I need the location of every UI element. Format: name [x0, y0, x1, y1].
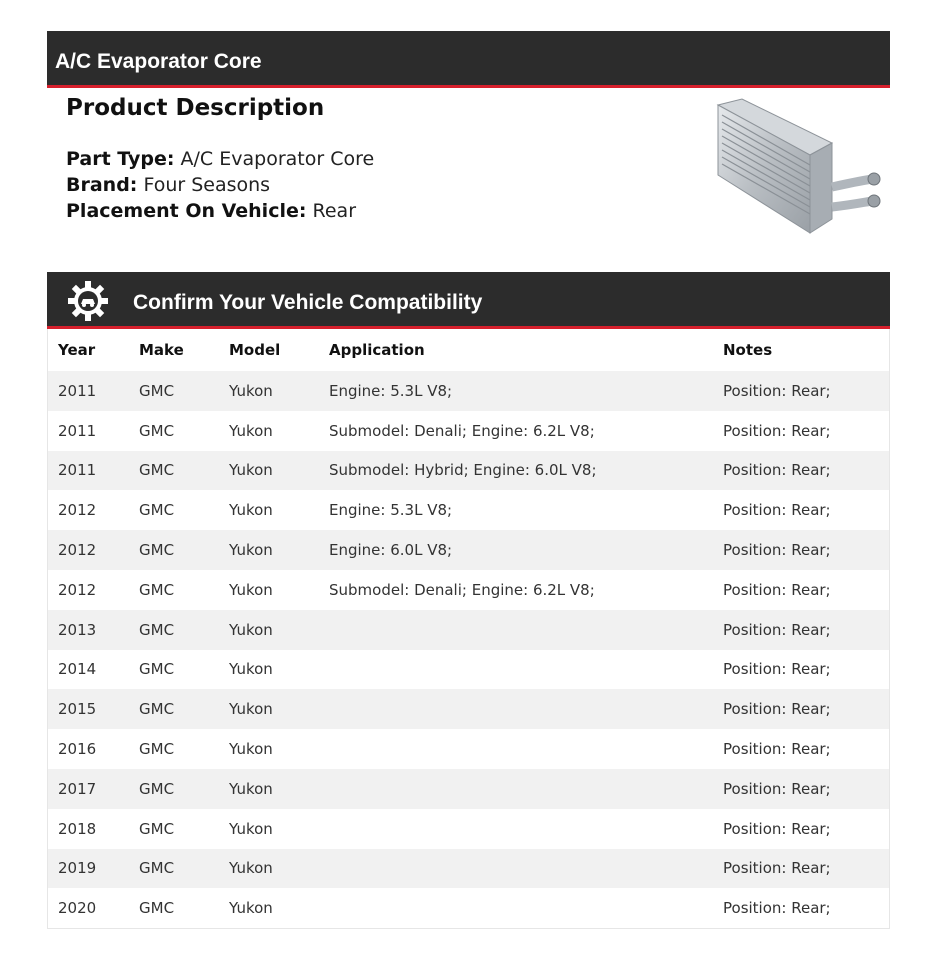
model-cell: Yukon: [219, 371, 319, 411]
application-cell: [319, 689, 713, 729]
year-cell: 2017: [48, 769, 129, 809]
model-cell: Yukon: [219, 849, 319, 889]
col-make: Make: [139, 341, 184, 359]
year-cell: 2014: [58, 660, 97, 679]
notes-cell: Position: Rear;: [723, 899, 831, 918]
application-cell: Submodel: Denali; Engine: 6.2L V8;: [329, 421, 595, 440]
year-cell: 2012: [58, 580, 97, 599]
notes-cell: Position: Rear;: [713, 849, 889, 889]
model-cell: Yukon: [219, 610, 319, 650]
table-row: [48, 530, 889, 570]
notes-cell: Position: Rear;: [723, 740, 831, 759]
year-cell: 2018: [58, 819, 97, 838]
notes-cell: Position: Rear;: [723, 819, 831, 838]
year-cell: 2016: [58, 740, 97, 759]
spec-placement: [66, 200, 356, 222]
table-row: [48, 451, 889, 491]
application-cell: [319, 769, 713, 809]
year-cell: 2012: [48, 530, 129, 570]
notes-cell: Position: Rear;: [713, 451, 889, 491]
make-cell: GMC: [129, 451, 219, 491]
model-cell: Yukon: [229, 740, 273, 759]
application-cell: Submodel: Denali; Engine: 6.2L V8;: [329, 580, 595, 599]
notes-cell: Position: Rear;: [713, 689, 889, 729]
year-cell: 2013: [48, 610, 129, 650]
notes-cell: Position: Rear;: [713, 769, 889, 809]
year-cell: 2015: [48, 689, 129, 729]
make-cell: GMC: [129, 769, 219, 809]
spec-part-type: [66, 148, 374, 170]
notes-cell: Position: Rear;: [713, 530, 889, 570]
spec-value: Rear: [312, 200, 357, 222]
make-cell: GMC: [129, 689, 219, 729]
notes-cell: Position: Rear;: [723, 421, 831, 440]
table-row: [48, 650, 889, 690]
notes-cell: Position: Rear;: [723, 660, 831, 679]
make-cell: GMC: [139, 501, 175, 520]
spec-label: Placement On Vehicle:: [66, 200, 307, 222]
make-cell: GMC: [139, 819, 175, 838]
page-title: A/C Evaporator Core: [55, 50, 262, 73]
year-cell: 2011: [58, 421, 97, 440]
make-cell: GMC: [139, 421, 175, 440]
application-cell: Submodel: Hybrid; Engine: 6.0L V8;: [319, 451, 713, 491]
make-cell: GMC: [129, 849, 219, 889]
model-cell: Yukon: [229, 660, 273, 679]
table-row: [48, 490, 889, 530]
year-cell: 2011: [48, 371, 129, 411]
model-cell: Yukon: [229, 501, 273, 520]
make-cell: GMC: [139, 660, 175, 679]
make-cell: GMC: [129, 371, 219, 411]
model-cell: Yukon: [219, 769, 319, 809]
year-cell: 2019: [48, 849, 129, 889]
product-image: [710, 95, 885, 240]
model-cell: Yukon: [229, 899, 273, 918]
table-row: [48, 888, 889, 928]
notes-cell: Position: Rear;: [713, 610, 889, 650]
table-row: [48, 729, 889, 769]
make-cell: GMC: [139, 740, 175, 759]
spec-brand: [66, 174, 270, 196]
spec-value: Four Seasons: [143, 174, 271, 196]
notes-cell: Position: Rear;: [713, 371, 889, 411]
make-cell: GMC: [129, 530, 219, 570]
year-cell: 2012: [58, 501, 97, 520]
application-cell: Engine: 5.3L V8;: [329, 501, 453, 520]
table-header-row: [48, 329, 889, 371]
table-row: [48, 689, 889, 729]
compatibility-banner: [47, 272, 890, 329]
model-cell: Yukon: [229, 421, 273, 440]
spec-label: Brand:: [66, 174, 138, 196]
compatibility-table: [47, 329, 890, 929]
col-model: Model: [229, 341, 281, 359]
application-cell: [319, 809, 713, 849]
table-row: [48, 371, 889, 411]
make-cell: GMC: [139, 899, 175, 918]
spec-value: A/C Evaporator Core: [180, 148, 375, 170]
application-cell: Engine: 6.0L V8;: [319, 530, 713, 570]
compatibility-title: Confirm Your Vehicle Compatibility: [133, 291, 483, 314]
model-cell: Yukon: [229, 580, 273, 599]
notes-cell: Position: Rear;: [723, 580, 831, 599]
year-cell: 2011: [48, 451, 129, 491]
model-cell: Yukon: [219, 689, 319, 729]
table-row: [48, 769, 889, 809]
table-row: [48, 411, 889, 451]
application-cell: [319, 650, 713, 690]
col-notes: Notes: [723, 341, 773, 359]
description-heading: Product Description: [66, 95, 325, 121]
application-cell: Engine: 5.3L V8;: [319, 371, 713, 411]
application-cell: [319, 610, 713, 650]
table-row: [48, 849, 889, 889]
gear-car-icon: [67, 280, 109, 322]
col-year: Year: [58, 341, 96, 359]
table-row: [48, 570, 889, 610]
make-cell: GMC: [139, 580, 175, 599]
table-row: [48, 809, 889, 849]
table-row: [48, 610, 889, 650]
application-cell: [319, 849, 713, 889]
model-cell: Yukon: [219, 451, 319, 491]
model-cell: Yukon: [229, 819, 273, 838]
title-banner: [47, 31, 890, 88]
application-cell: [319, 729, 713, 769]
year-cell: 2020: [58, 899, 97, 918]
application-cell: [319, 888, 713, 928]
model-cell: Yukon: [219, 530, 319, 570]
make-cell: GMC: [129, 610, 219, 650]
spec-label: Part Type:: [66, 148, 175, 170]
col-application: Application: [329, 341, 425, 359]
notes-cell: Position: Rear;: [723, 501, 831, 520]
